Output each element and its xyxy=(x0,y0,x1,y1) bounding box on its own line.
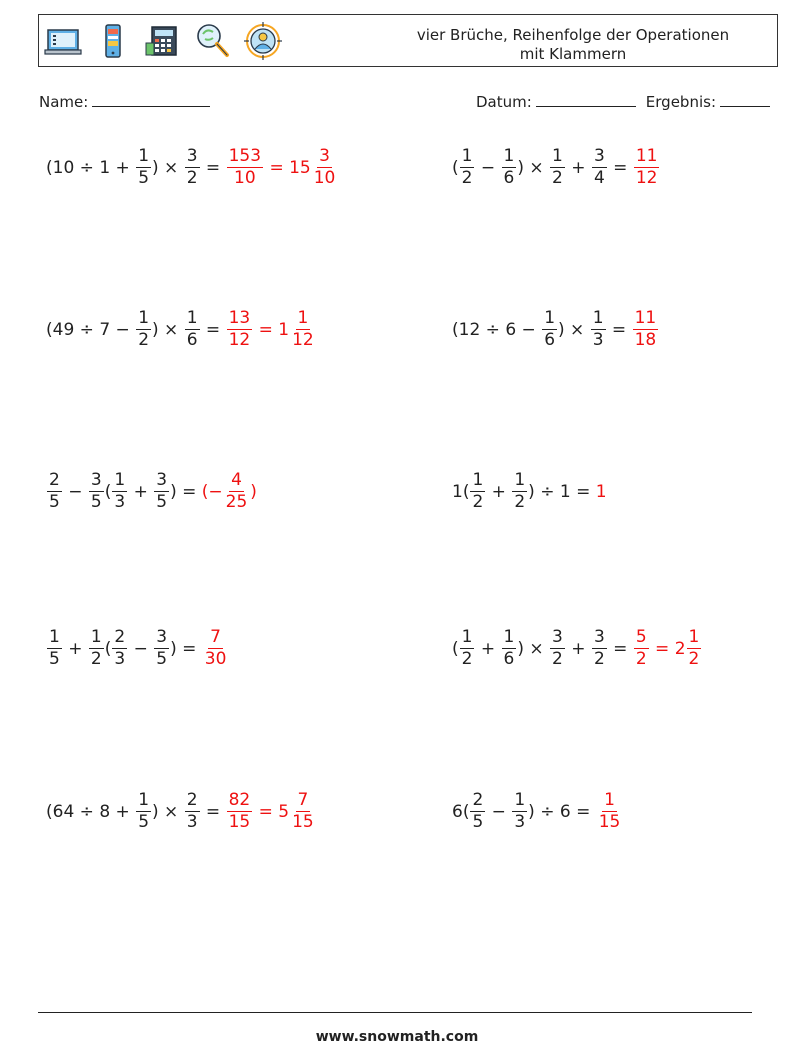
fraction xyxy=(185,308,200,351)
problem-8 xyxy=(452,627,702,670)
numerator: 1 xyxy=(138,790,150,810)
expression-text: ) × xyxy=(517,638,550,659)
denominator: 2 xyxy=(186,168,198,188)
problem-5 xyxy=(46,470,257,513)
numerator: 3 xyxy=(552,627,563,647)
denominator: 30 xyxy=(204,649,227,669)
denominator: 5 xyxy=(156,492,168,512)
denominator: 15 xyxy=(598,812,621,832)
expression-text: = xyxy=(606,319,632,340)
expression-text: ) × xyxy=(152,801,184,822)
denominator: 10 xyxy=(234,168,256,188)
denominator: 5 xyxy=(90,492,102,512)
denominator: 3 xyxy=(186,812,198,832)
problem-10 xyxy=(452,790,623,833)
problem-6 xyxy=(452,470,607,513)
fraction xyxy=(154,470,169,513)
fraction xyxy=(154,627,169,670)
numerator: 5 xyxy=(635,627,647,647)
expression-text: ) = xyxy=(170,638,202,659)
worksheet-title xyxy=(393,26,753,64)
date-label: Datum: xyxy=(476,93,532,111)
answer-fraction xyxy=(227,308,253,351)
numerator: 1 xyxy=(552,146,563,166)
denominator: 6 xyxy=(544,330,556,350)
expression-text: ) × xyxy=(558,319,590,340)
fraction xyxy=(550,146,565,189)
answer-fraction xyxy=(227,790,253,833)
expression-text: − xyxy=(486,801,512,822)
numerator: 1 xyxy=(688,627,700,647)
expression-text: + xyxy=(475,638,501,659)
expression-text: ( xyxy=(104,481,112,502)
date-result-fields xyxy=(476,93,770,111)
expression-text: ) × xyxy=(152,319,184,340)
fraction xyxy=(502,627,517,670)
icon-row xyxy=(43,21,283,61)
fraction xyxy=(591,308,606,351)
answer-text: 1 xyxy=(595,481,607,502)
numerator: 2 xyxy=(114,627,126,647)
numerator: 4 xyxy=(231,470,242,490)
answer-text: = 5 xyxy=(253,801,290,822)
laptop-icon xyxy=(43,21,83,61)
expression-text: ( xyxy=(104,638,112,659)
numerator: 3 xyxy=(319,146,330,166)
answer-fraction xyxy=(290,308,316,351)
calculator-icon xyxy=(143,21,183,61)
numerator: 1 xyxy=(138,146,150,166)
expression-text: + xyxy=(565,638,591,659)
numerator: 3 xyxy=(90,470,102,490)
fraction xyxy=(89,627,104,670)
expression-text: + xyxy=(62,638,88,659)
denominator: 5 xyxy=(156,649,168,669)
fraction xyxy=(185,790,200,833)
name-blank[interactable] xyxy=(92,105,210,107)
answer-fraction xyxy=(633,308,659,351)
result-label: Ergebnis: xyxy=(645,93,716,111)
fraction xyxy=(460,627,475,670)
numerator: 1 xyxy=(461,146,473,166)
denominator: 3 xyxy=(114,492,126,512)
expression-text: ) × xyxy=(152,157,184,178)
numerator: 1 xyxy=(186,308,198,328)
expression-text: = xyxy=(200,801,226,822)
expression-text: = xyxy=(607,157,633,178)
expression-text: − xyxy=(475,157,501,178)
answer-fraction xyxy=(203,627,229,670)
denominator: 2 xyxy=(514,492,526,512)
fraction xyxy=(460,146,475,189)
denominator: 6 xyxy=(186,330,198,350)
numerator: 1 xyxy=(297,308,309,328)
numerator: 3 xyxy=(156,470,168,490)
numerator: 3 xyxy=(156,627,168,647)
numerator: 1 xyxy=(503,627,515,647)
denominator: 5 xyxy=(472,812,484,832)
denominator: 4 xyxy=(593,168,605,188)
fraction xyxy=(136,146,151,189)
answer-text: ) xyxy=(250,481,257,502)
answer-text: = 2 xyxy=(649,638,686,659)
numerator: 11 xyxy=(634,308,657,328)
denominator: 2 xyxy=(90,649,102,669)
numerator: 82 xyxy=(228,790,251,810)
fraction xyxy=(512,790,527,833)
answer-text: (− xyxy=(201,481,223,502)
denominator: 25 xyxy=(225,492,248,512)
expression-text: (12 ÷ 6 − xyxy=(452,319,542,340)
denominator: 10 xyxy=(313,168,336,188)
numerator: 7 xyxy=(210,627,221,647)
expression-text: 1( xyxy=(452,481,470,502)
numerator: 11 xyxy=(635,146,658,166)
denominator: 2 xyxy=(552,649,563,669)
denominator: 12 xyxy=(635,168,658,188)
numerator: 2 xyxy=(49,470,60,490)
date-blank[interactable] xyxy=(536,105,636,107)
numerator: 1 xyxy=(604,790,615,810)
expression-text: 6( xyxy=(452,801,470,822)
denominator: 3 xyxy=(114,649,126,669)
denominator: 5 xyxy=(138,168,150,188)
problem-9 xyxy=(46,790,317,833)
problem-2 xyxy=(452,146,660,189)
expression-text: ) ÷ 6 = xyxy=(528,801,596,822)
denominator: 3 xyxy=(514,812,526,832)
denominator: 6 xyxy=(503,168,515,188)
numerator: 1 xyxy=(503,146,515,166)
problem-1 xyxy=(46,146,338,189)
answer-fraction xyxy=(290,790,316,833)
denominator: 18 xyxy=(634,330,657,350)
numerator: 1 xyxy=(90,627,102,647)
denominator: 15 xyxy=(228,812,251,832)
expression-text: = xyxy=(200,157,226,178)
denominator: 2 xyxy=(461,649,473,669)
denominator: 12 xyxy=(292,330,314,350)
numerator: 1 xyxy=(114,470,126,490)
answer-fraction xyxy=(224,470,250,513)
numerator: 1 xyxy=(544,308,556,328)
problem-7 xyxy=(46,627,229,670)
fraction xyxy=(136,790,151,833)
name-field xyxy=(39,93,210,111)
expression-text: ) ÷ 1 = xyxy=(528,481,596,502)
denominator: 5 xyxy=(138,812,150,832)
denominator: 2 xyxy=(593,649,605,669)
denominator: 2 xyxy=(688,649,700,669)
expression-text: (49 ÷ 7 − xyxy=(46,319,136,340)
expression-text: + xyxy=(565,157,591,178)
numerator: 153 xyxy=(228,146,262,166)
numerator: 1 xyxy=(592,308,604,328)
answer-fraction xyxy=(634,627,649,670)
fraction xyxy=(185,146,200,189)
denominator: 12 xyxy=(228,330,251,350)
denominator: 2 xyxy=(138,330,150,350)
numerator: 3 xyxy=(593,146,605,166)
answer-fraction xyxy=(227,146,263,189)
expression-text: + xyxy=(486,481,512,502)
problem-3 xyxy=(46,308,317,351)
fraction xyxy=(592,146,607,189)
answer-fraction xyxy=(312,146,338,189)
fraction xyxy=(112,470,127,513)
answer-fraction xyxy=(687,627,702,670)
numerator: 7 xyxy=(297,790,309,810)
expression-text: − xyxy=(128,638,154,659)
fraction xyxy=(502,146,517,189)
expression-text: (64 ÷ 8 + xyxy=(46,801,136,822)
denominator: 2 xyxy=(635,649,647,669)
numerator: 1 xyxy=(461,627,473,647)
fraction xyxy=(470,470,485,513)
denominator: 6 xyxy=(503,649,515,669)
denominator: 2 xyxy=(472,492,484,512)
expression-text: ( xyxy=(452,638,459,659)
numerator: 1 xyxy=(514,790,526,810)
fraction xyxy=(470,790,485,833)
denominator: 2 xyxy=(461,168,473,188)
smartphone-icon xyxy=(93,21,133,61)
title-line-1: vier Brüche, Reihenfolge der Operationen xyxy=(416,26,730,44)
answer-fraction xyxy=(634,146,660,189)
expression-text: = xyxy=(200,319,226,340)
header-box xyxy=(38,14,778,67)
fraction xyxy=(89,470,104,513)
numerator: 2 xyxy=(186,790,198,810)
numerator: 1 xyxy=(138,308,150,328)
problem-4 xyxy=(452,308,659,351)
result-blank[interactable] xyxy=(720,105,770,107)
denominator: 3 xyxy=(592,330,604,350)
fraction xyxy=(550,627,565,670)
numerator: 3 xyxy=(593,627,605,647)
expression-text: − xyxy=(62,481,88,502)
answer-text: = 15 xyxy=(264,157,311,178)
expression-text: + xyxy=(128,481,154,502)
fraction xyxy=(112,627,127,670)
denominator: 5 xyxy=(49,492,60,512)
footer-divider xyxy=(38,1012,752,1013)
expression-text: ( xyxy=(452,157,459,178)
denominator: 2 xyxy=(552,168,563,188)
title-line-2: mit Klammern xyxy=(519,45,627,63)
numerator: 1 xyxy=(49,627,60,647)
numerator: 3 xyxy=(186,146,198,166)
fraction xyxy=(592,627,607,670)
user-target-icon xyxy=(243,21,283,61)
numerator: 2 xyxy=(472,790,484,810)
name-label: Name: xyxy=(39,93,89,111)
fraction xyxy=(512,470,527,513)
numerator: 1 xyxy=(472,470,484,490)
fraction xyxy=(542,308,557,351)
numerator: 1 xyxy=(514,470,526,490)
fraction xyxy=(47,470,62,513)
denominator: 15 xyxy=(292,812,314,832)
expression-text: = xyxy=(607,638,633,659)
fraction xyxy=(136,308,151,351)
magnifier-icon xyxy=(193,21,233,61)
denominator: 5 xyxy=(49,649,60,669)
answer-text: = 1 xyxy=(253,319,290,340)
expression-text: ) × xyxy=(517,157,550,178)
answer-fraction xyxy=(597,790,623,833)
fraction xyxy=(47,627,62,670)
numerator: 13 xyxy=(228,308,251,328)
expression-text: ) = xyxy=(170,481,202,502)
footer-url: www.snowmath.com xyxy=(315,1029,479,1045)
expression-text: (10 ÷ 1 + xyxy=(46,157,136,178)
